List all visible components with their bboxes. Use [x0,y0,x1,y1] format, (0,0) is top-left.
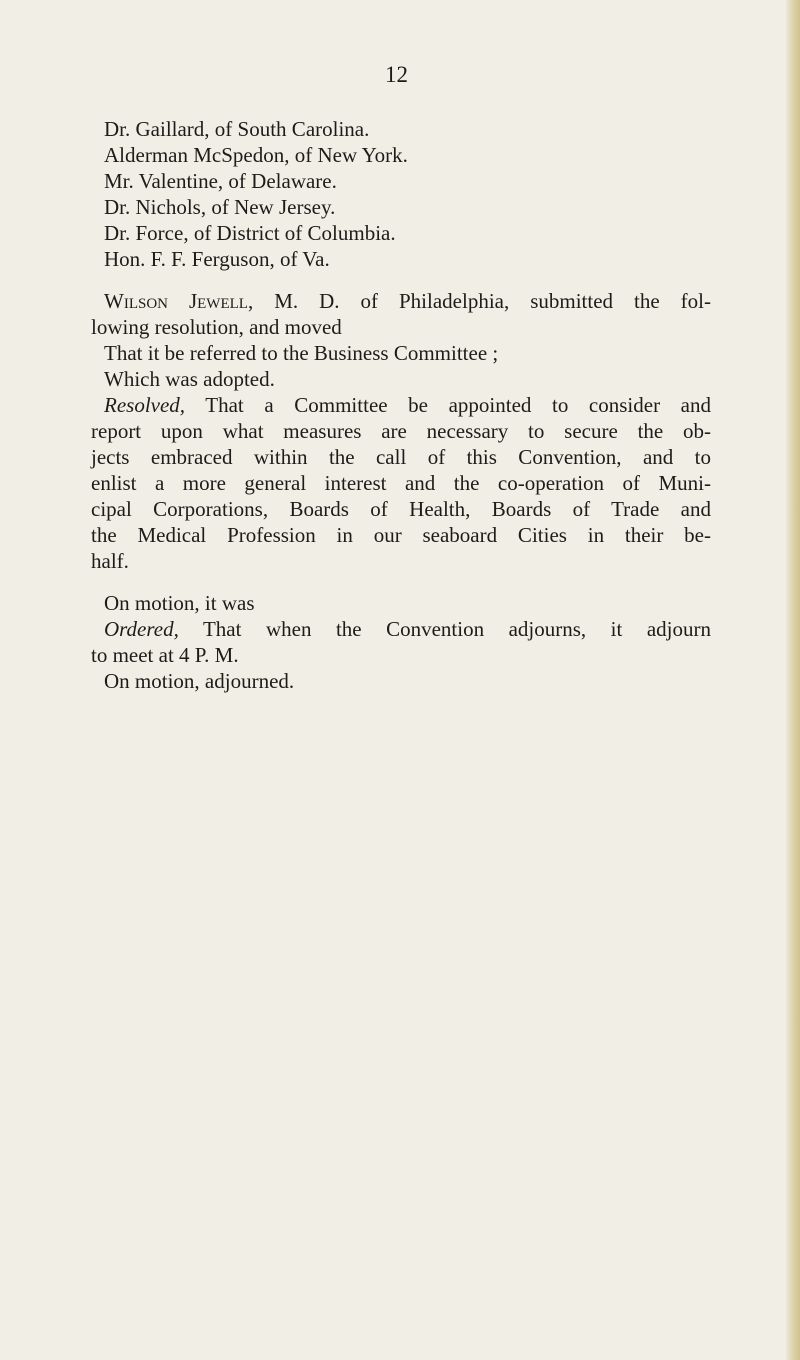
order-paragraph [91,590,711,694]
ordered-label: Ordered, [104,617,179,641]
page-edge-shadow [786,0,800,1360]
resolution-line: report upon what measures are necessary to secure the ob- [91,419,711,443]
attendee-line: Dr. Force, of District of Columbia. [104,221,396,245]
order-line: On motion, adjourned. [104,669,295,693]
motion-line: lowing resolution, and moved [91,315,342,339]
speaker-name: Wilson Jewell [104,289,248,313]
attendee-list [91,116,711,272]
attendee-line: Hon. F. F. Ferguson, of Va. [104,247,330,271]
motion-line: Which was adopted. [104,367,275,391]
resolution-line: half. [91,549,129,573]
motion-paragraph [91,288,711,392]
order-line: to meet at 4 P. M. [91,643,239,667]
resolution-line: enlist a more general interest and the co-operation of Muni- [91,471,711,495]
resolution-line: the Medical Profession in our seaboard Cities in their be- [91,523,711,547]
resolution-paragraph [91,392,711,574]
page-number: 12 [385,62,408,87]
attendee-line: Dr. Gaillard, of South Carolina. [104,117,370,141]
resolved-label: Resolved, [104,393,186,417]
attendee-line: Alderman McSpedon, of New York. [104,143,408,167]
motion-line: That it be referred to the Business Committee ; [104,341,499,365]
order-line: Ordered, That when the Convention adjourns, it adjourn [104,617,711,641]
resolution-line: jects embraced within the call of this Convention, and to [91,445,711,469]
order-line: On motion, it was [104,591,255,615]
resolution-line: cipal Corporations, Boards of Health, Boards of Trade and [91,497,711,521]
resolution-line: Resolved, That a Committee be appointed to consider and [104,393,711,417]
motion-line: Wilson Jewell, M. D. of Philadelphia, submitted the fol- [104,289,712,313]
page-body [91,116,711,694]
attendee-line: Mr. Valentine, of Delaware. [104,169,337,193]
attendee-line: Dr. Nichols, of New Jersey. [104,195,336,219]
